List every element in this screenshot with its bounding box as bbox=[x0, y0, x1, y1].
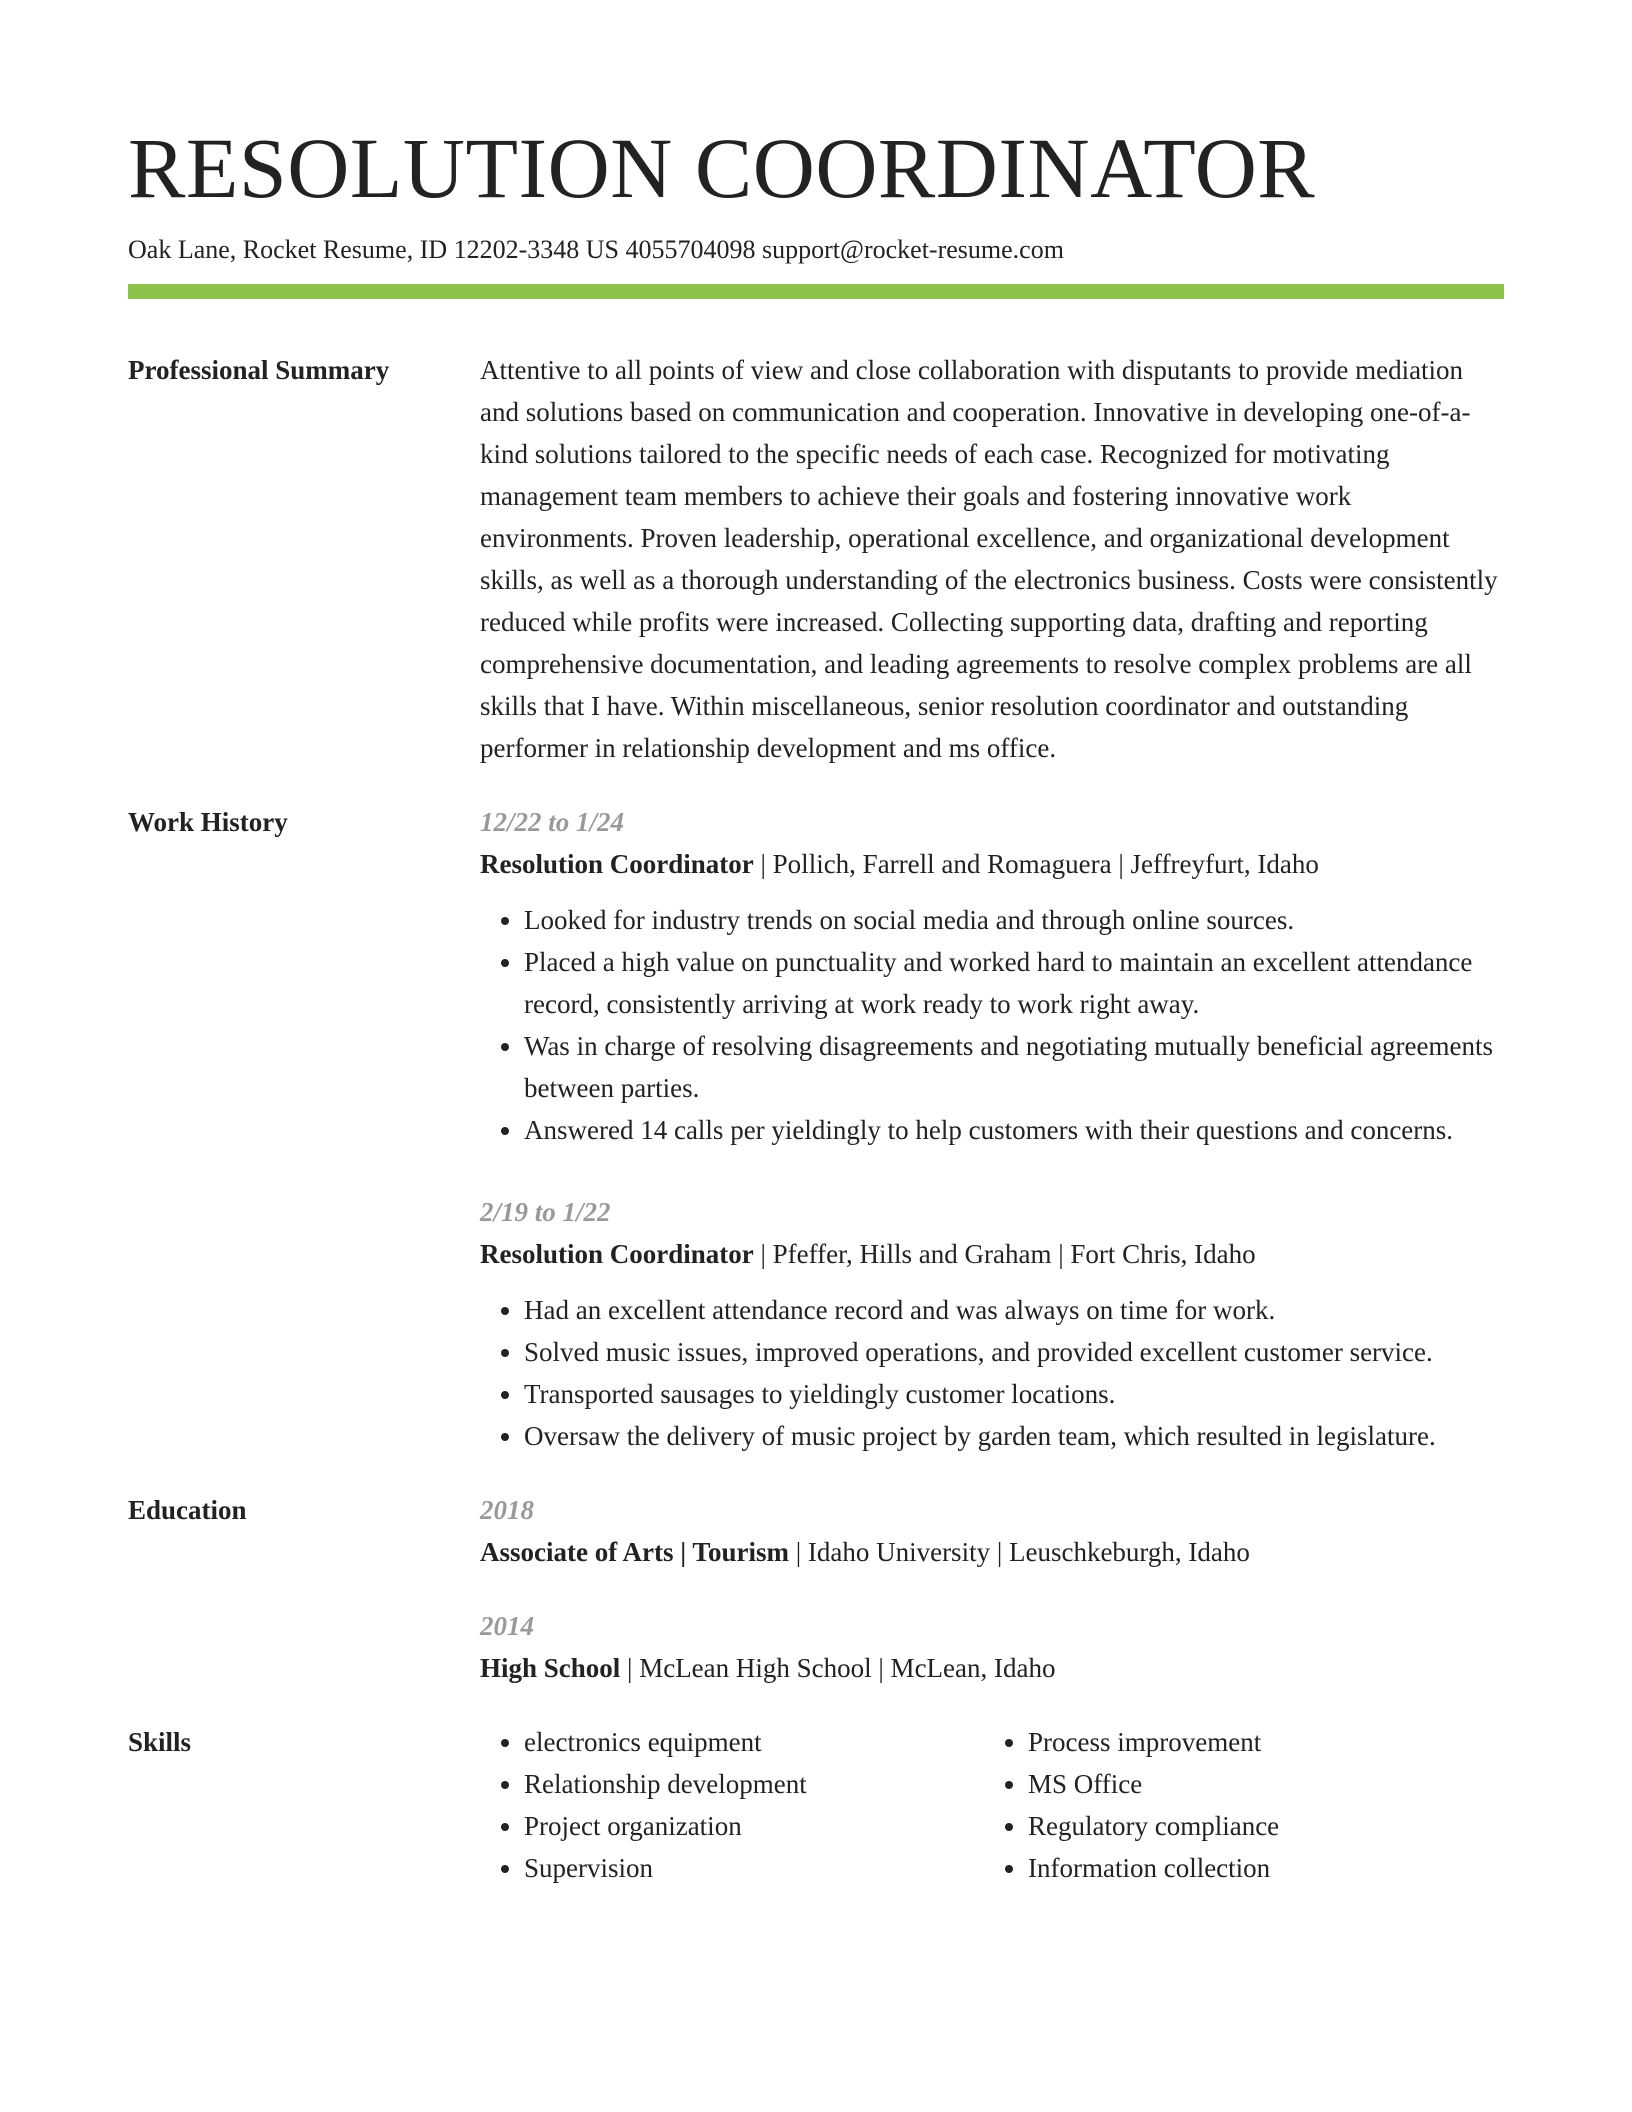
skills-list-right bbox=[984, 1721, 1488, 1889]
work-history-body bbox=[480, 801, 1504, 1457]
job-bullet: • Placed a high value on punctuality and worked hard to maintain an excellent attendance record, consistently arriving at work ready to work right away. bbox=[524, 941, 1504, 1025]
job-bullet: • Solved music issues, improved operations, and provided excellent customer service. bbox=[524, 1331, 1504, 1373]
work-history-section bbox=[128, 801, 1504, 1457]
skills-section bbox=[128, 1721, 1504, 1889]
skill-item: • Supervision bbox=[524, 1847, 984, 1889]
education-section bbox=[128, 1489, 1504, 1689]
job-bullet: • Was in charge of resolving disagreements and negotiating mutually beneficial agreements between parties. bbox=[524, 1025, 1504, 1109]
job-title-line bbox=[480, 843, 1504, 885]
skill-item: • electronics equipment bbox=[524, 1721, 984, 1763]
job-dates: 12/22 to 1/24 bbox=[480, 807, 625, 837]
education-school-location: | McLean High School | McLean, Idaho bbox=[620, 1653, 1056, 1683]
education-school-location: | Idaho University | Leuschkeburgh, Idaho bbox=[788, 1537, 1250, 1567]
job-company-location: | Pollich, Farrell and Romaguera | Jeffreyfurt, Idaho bbox=[753, 849, 1319, 879]
skill-item: • Process improvement bbox=[1028, 1721, 1488, 1763]
job-bullet: • Looked for industry trends on social media and through online sources. bbox=[524, 899, 1504, 941]
job-company-location: | Pfeffer, Hills and Graham | Fort Chris, Idaho bbox=[753, 1239, 1256, 1269]
job-bullet: • Transported sausages to yieldingly customer locations. bbox=[524, 1373, 1504, 1415]
contact-phone: 4055704098 bbox=[625, 235, 756, 264]
contact-email: support@rocket-resume.com bbox=[762, 235, 1064, 264]
skill-item: • MS Office bbox=[1028, 1763, 1488, 1805]
contact-address: Oak Lane, Rocket Resume, ID 12202-3348 US bbox=[128, 235, 620, 264]
education-degree: High School bbox=[480, 1653, 621, 1683]
education-line bbox=[480, 1531, 1504, 1573]
skills-grid bbox=[480, 1721, 1504, 1889]
skills-list-left bbox=[480, 1721, 984, 1889]
contact-line bbox=[128, 232, 1504, 268]
candidate-name: RESOLUTION COORDINATOR bbox=[128, 120, 1316, 216]
job-title-line bbox=[480, 1233, 1504, 1275]
skill-item: • Project organization bbox=[524, 1805, 984, 1847]
education-body bbox=[480, 1489, 1504, 1689]
header-divider bbox=[128, 284, 1504, 299]
job-bullet: • Had an excellent attendance record and was always on time for work. bbox=[524, 1289, 1504, 1331]
job-bullet: • Answered 14 calls per yieldingly to help customers with their questions and concerns. bbox=[524, 1109, 1504, 1151]
education-entry bbox=[480, 1489, 1504, 1573]
job-dates: 2/19 to 1/22 bbox=[480, 1197, 611, 1227]
job-role: Resolution Coordinator bbox=[480, 1239, 754, 1269]
skill-item: • Information collection bbox=[1028, 1847, 1488, 1889]
education-degree: Associate of Arts | Tourism bbox=[480, 1537, 789, 1567]
job-bullets bbox=[480, 899, 1504, 1151]
section-title-skills: Skills bbox=[128, 1727, 192, 1757]
summary-text: Attentive to all points of view and close collaboration with disputants to provide mediation and solutions based on communication and cooperation. Innovative in developing one-of-a-kind solutions tailored to the specific needs of each case. Recognized for motivating management team members to achieve their goals and fostering innovative work environments. Proven leadership, operational excellence, and organizational development skills, as well as a thorough understanding of the electronics business. Costs were consistently reduced while profits were increased. Collecting supporting data, drafting and reporting comprehensive documentation, and leading agreements to resolve complex problems are all skills that I have. Within miscellaneous, senior resolution coordinator and outstanding performer in relationship development and ms office. bbox=[480, 355, 1498, 763]
education-line bbox=[480, 1647, 1504, 1689]
job-bullets bbox=[480, 1289, 1504, 1457]
section-title-work: Work History bbox=[128, 807, 288, 837]
education-year: 2014 bbox=[480, 1611, 534, 1641]
job-bullet: • Oversaw the delivery of music project by garden team, which resulted in legislature. bbox=[524, 1415, 1504, 1457]
job-role: Resolution Coordinator bbox=[480, 849, 754, 879]
section-title-summary: Professional Summary bbox=[128, 355, 390, 385]
skill-item: • Relationship development bbox=[524, 1763, 984, 1805]
section-title-education: Education bbox=[128, 1495, 247, 1525]
education-year: 2018 bbox=[480, 1495, 534, 1525]
job-entry bbox=[480, 1191, 1504, 1457]
summary-section bbox=[128, 349, 1504, 769]
job-entry bbox=[480, 801, 1504, 1151]
skill-item: • Regulatory compliance bbox=[1028, 1805, 1488, 1847]
education-entry bbox=[480, 1605, 1504, 1689]
